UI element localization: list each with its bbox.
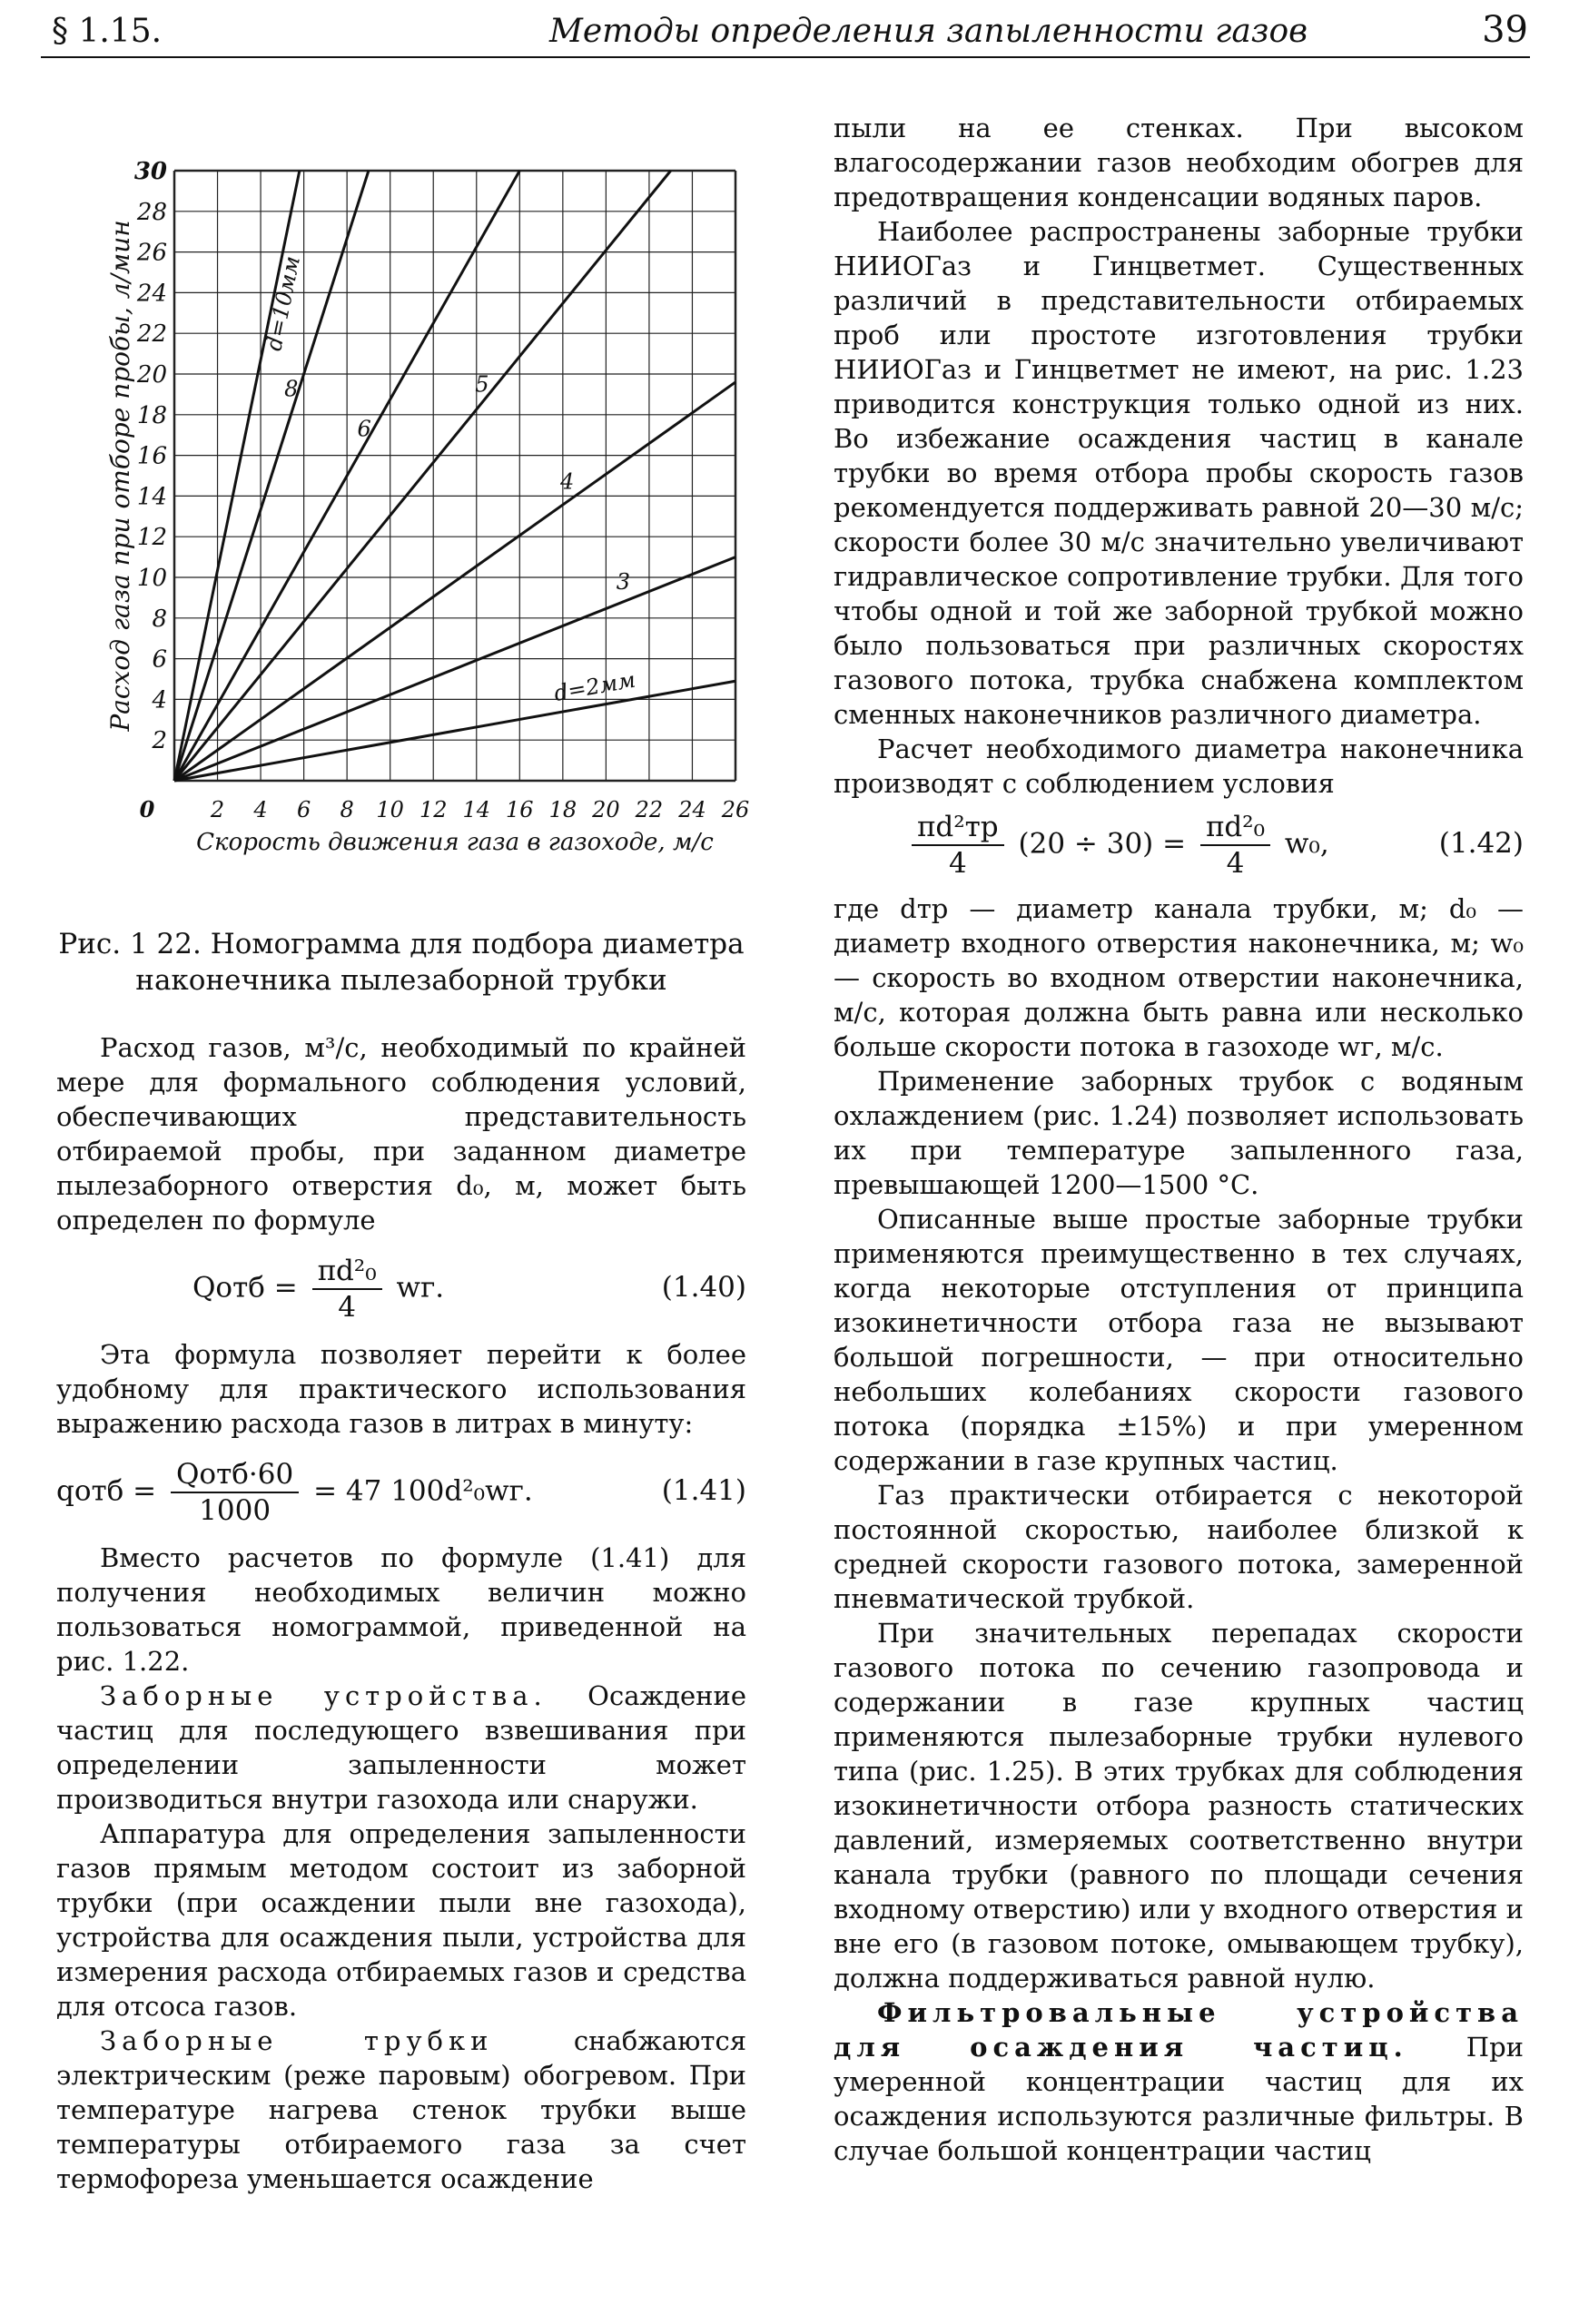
x-tick-label: 16	[506, 797, 534, 822]
x-tick-label: 24	[678, 797, 706, 822]
paragraph: Заборные устройства. Осаждение частиц для последующего взвешивания при определении запыленности может производиться внутри газохода или снаружи.	[56, 1680, 746, 1815]
x-tick-label: 26	[721, 797, 750, 822]
series-label: 3	[616, 568, 631, 595]
figure-caption: Рис. 1 22. Номограмма для подбора диаметра наконечника пылезаборной трубки	[58, 928, 745, 997]
equation-number: (1.40)	[661, 1271, 746, 1304]
paragraph-heading: Фильтровальные устройства для осаждения частиц.	[834, 1997, 1524, 2063]
paragraph: пыли на ее стенках. При высоком влагосодержании газов необходим обогрев для предотвращения конденсации водяных паров.	[834, 113, 1524, 212]
paragraph: Газ практически отбирается с некоторой постоянной скоростью, наиболее близкой к средней скорости газового потока, замеренной пневматической трубкой.	[834, 1480, 1524, 1614]
y-tick-label: 28	[136, 198, 167, 226]
formula-denominator: 1000	[199, 1494, 271, 1527]
paragraph: Расчет необходимого диаметра наконечника производят с соблюдением условия	[834, 734, 1524, 799]
paragraph: где dтр — диаметр канала трубки, м; d₀ — диаметр входного отверстия наконечника, м; w₀ — скорость во входном отверстии наконечника, м/с, которая должна быть равна или несколько больше скорости потока в газоходе wг, м/с.	[834, 893, 1524, 1062]
formula-denominator: 4	[948, 847, 967, 880]
y-tick-label: 30	[133, 158, 167, 185]
x-tick-label: 22	[635, 797, 664, 822]
series-label: 5	[475, 371, 489, 398]
series-label: 8	[284, 376, 299, 402]
x-tick-label: 6	[296, 797, 311, 822]
formula-denominator: 4	[1226, 847, 1245, 880]
formula-rhs: = 47 100d²₀wг.	[313, 1474, 533, 1508]
x-tick-label: 0	[139, 796, 155, 822]
formula-fraction	[312, 1254, 382, 1324]
formula-fraction	[912, 810, 1004, 881]
x-tick-label: 18	[548, 797, 577, 822]
right-column	[834, 111, 1524, 2168]
paragraph: Описанные выше простые заборные трубки применяются преимущественно в тех случаях, когда некоторые отступления от принципа изокинетичности отбора газа не вызывают большой погрешности, — при относительно небольших колебаниях скорости газового потока (порядка ±15%) и при умеренном содержании в газе крупных частиц.	[834, 1204, 1524, 1476]
paragraph: При значительных перепадах скорости газового потока по сечению газопровода и содержании в газе крупных частиц применяются пылезаборные трубки нулевого типа (рис. 1.25). В этих трубках для соблюдения изокинетичности отбора разность статических давлений, измеряемых соответственно внутри канала трубки (равного по площади сечения входному отверстию) или у входного отверстия и вне его (в газовом потоке, омывающем трубку), должна поддерживаться равной нулю.	[834, 1618, 1524, 1994]
formula-middle: (20 ÷ 30) =	[1018, 827, 1187, 861]
paragraph-heading: Заборные устройства.	[100, 1680, 548, 1711]
page-number: 39	[1482, 9, 1528, 51]
equation-number: (1.42)	[1438, 827, 1524, 860]
formula-1-40	[56, 1237, 746, 1337]
y-tick-label: 24	[136, 280, 167, 308]
y-tick-label: 8	[152, 605, 167, 633]
paragraph: Вместо расчетов по формуле (1.41) для получения необходимых величин можно пользоваться номограммой, приведенной на рис. 1.22.	[56, 1542, 746, 1677]
paragraph: Расход газов, м³/с, необходимый по крайней мере для формального соблюдения условий, обеспечивающих представительность отбираемой пробы, при заданном диаметре пылезаборного отверстия d₀, м, может быть определен по формуле	[56, 1032, 746, 1236]
y-tick-label: 12	[136, 524, 167, 552]
x-tick-label: 12	[419, 797, 448, 822]
y-tick-label: 22	[136, 320, 167, 349]
formula-numerator: πd²₀	[1200, 810, 1270, 846]
formula-lhs: Qотб =	[192, 1271, 298, 1305]
formula-1-42	[834, 801, 1524, 891]
formula-fraction	[171, 1457, 299, 1528]
x-tick-label: 8	[340, 797, 354, 822]
chart-series	[174, 171, 735, 781]
paragraph: Заборные трубки снабжаются электрическим (реже паровым) обогревом. При температуре нагрева стенок трубки выше температуры отбираемого газа за счет термофореза уменьшается осаждение	[56, 2025, 746, 2194]
x-axis-label: Скорость движения газа в газоходе, м/с	[196, 829, 714, 856]
formula-1-41	[56, 1441, 746, 1541]
x-tick-label: 2	[210, 797, 225, 822]
y-tick-label: 20	[136, 361, 167, 389]
series-line	[174, 681, 735, 781]
x-tick-label: 20	[592, 797, 620, 822]
series-label: d=2мм	[551, 666, 638, 707]
paragraph: Аппаратура для определения запыленности газов прямым методом состоит из заборной трубки (при осаждении пыли вне газохода), устройства для осаждения пыли, устройства для измерения расхода отбираемых газов и средства для отсоса газов.	[56, 1818, 746, 2022]
y-tick-label: 16	[136, 442, 167, 470]
left-column	[56, 1030, 746, 2196]
series-label: 6	[357, 416, 371, 442]
formula-rhs: w₀,	[1284, 827, 1329, 861]
paragraph-heading: Заборные трубки	[100, 2025, 494, 2056]
nomogram-chart	[105, 145, 763, 908]
paragraph: Эта формула позволяет перейти к более удобному для практического использования выражению расхода газов в литрах в минуту:	[56, 1339, 746, 1439]
paragraph: Фильтровальные устройства для осаждения частиц. При умеренной концентрации частиц для их осаждения используются различные фильтры. В случае большой концентрации частиц	[834, 1997, 1524, 2166]
series-line	[174, 171, 369, 781]
equation-number: (1.41)	[661, 1474, 746, 1507]
formula-rhs: wг.	[396, 1271, 445, 1305]
chart-labels	[105, 158, 749, 856]
formula-numerator: πd²₀	[312, 1254, 382, 1290]
formula-numerator: πd²тр	[912, 810, 1004, 846]
chart-grid	[174, 171, 735, 781]
formula-denominator: 4	[338, 1291, 356, 1324]
section-number: § 1.15.	[52, 13, 163, 50]
running-title: Методы определения запыленности газов	[549, 13, 1308, 50]
y-axis-label: Расход газа при отборе пробы, л/мин	[105, 220, 135, 732]
series-line	[174, 382, 735, 781]
y-tick-label: 4	[152, 686, 167, 714]
series-label: 4	[559, 468, 575, 495]
formula-numerator: Qотб·60	[171, 1457, 299, 1493]
paragraph: Применение заборных трубок с водяным охлаждением (рис. 1.24) позволяет использовать их при температуре запыленного газа, превышающей 1200—1500 °С.	[834, 1066, 1524, 1200]
y-tick-label: 2	[152, 727, 167, 755]
series-line	[174, 557, 735, 781]
series-label: d=10мм	[261, 253, 306, 353]
x-tick-label: 4	[253, 797, 268, 822]
y-tick-label: 18	[136, 401, 167, 429]
x-tick-label: 14	[462, 797, 491, 822]
formula-lhs: qотб =	[56, 1474, 157, 1508]
y-tick-label: 26	[136, 239, 167, 267]
x-tick-label: 10	[376, 797, 404, 822]
y-tick-label: 10	[136, 565, 167, 592]
formula-fraction	[1200, 810, 1270, 881]
page-header	[41, 9, 1530, 58]
y-tick-label: 6	[152, 645, 167, 674]
paragraph: Наиболее распространены заборные трубки НИИОГаз и Гинцветмет. Существенных различий в представительности отбираемых проб или простоте изготовления трубки НИИОГаз и Гинцветмет не имеют, на рис. 1.23 приводится конструкция только одной из них. Во избежание осаждения частиц в канале трубки во время отбора пробы скорость газов рекомендуется поддерживать равной 20—30 м/с; скорости более 30 м/с значительно увеличивают гидравлическое сопротивление трубки. Для того чтобы одной и той же заборной трубкой можно было пользоваться при различных скоростях газового потока, трубка снабжена комплектом сменных наконечников различного диаметра.	[834, 216, 1524, 730]
y-tick-label: 14	[136, 483, 167, 511]
